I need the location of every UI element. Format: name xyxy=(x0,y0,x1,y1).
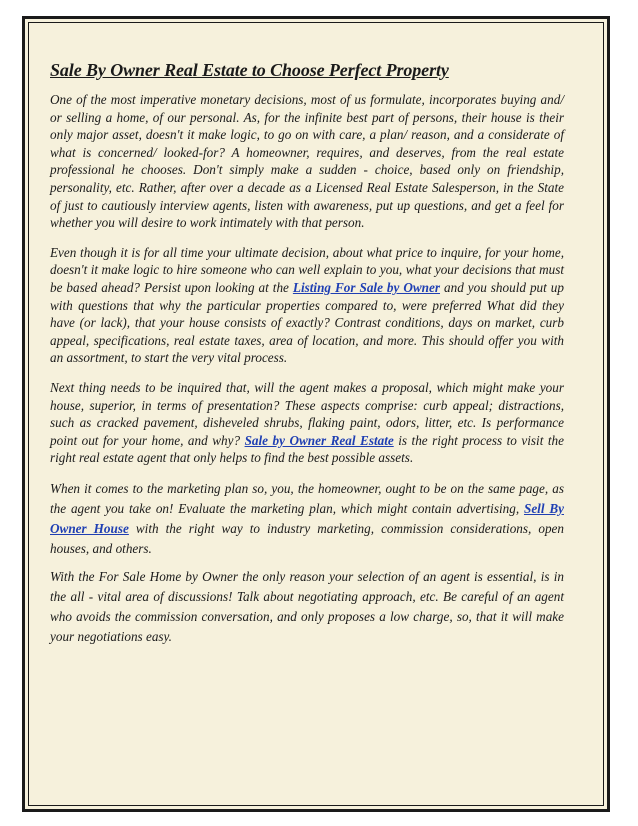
paragraph-2-text-a: Even though it is for all time your ultimate decision, about what price to inquire, for your home, doesn't it make logic to hire someone who can well explain to you, what your decisions that must be based ahead? Persist upon looking at the xyxy=(50,244,564,295)
paragraph-4 xyxy=(50,479,564,559)
document-title: Sale By Owner Real Estate to Choose Perfect Property xyxy=(50,60,449,80)
paragraph-3-text-a: Next thing needs to be inquired that, will the agent makes a proposal, which might make your house, superior, in terms of presentation? These aspects comprise: curb appeal; distractions, such as cracked pavement, disheveled shrubs, flaking paint, odors, litter, etc. Is performance point out for your home, and why? xyxy=(50,379,564,448)
paragraph-2-text-b: and you should put up with questions that why the particular properties compared to, were preferred What did they have (or lack), that your house consists of exactly? Contrast conditions, days on market, curb appeal, specifications, real estate taxes, area of location, and more. This should offer you with an assortment, to start the very vital process. xyxy=(50,279,564,366)
document-body xyxy=(50,60,564,655)
paragraph-3 xyxy=(50,379,564,467)
paragraph-2 xyxy=(50,244,564,367)
paragraph-4-text-a: When it comes to the marketing plan so, you, the homeowner, ought to be on the same page, as the agent you take on! Evaluate the marketing plan, which might contain advertising, xyxy=(50,480,564,516)
paragraph-1: One of the most imperative monetary decisions, most of us formulate, incorporates buying and/ or selling a home, of our personal. As, for the infinite best part of persons, their house is their only major asset, doesn't it make logic, to go on with care, a plan/ reason, and a considerate of what is concerned/ looked-for? A homeowner, requires, and deserves, from the real estate professional he chooses. Don't simply make a sudden - choice, based only on friendship, personality, etc. Rather, after over a decade as a Licensed Real Estate Salesperson, in the State of just to cautiously interview agents, listen with awareness, put up questions, and get a feel for whether you will desire to work intimately with that person. xyxy=(50,92,564,231)
sale-by-owner-real-estate-link[interactable]: Sale by Owner Real Estate xyxy=(244,432,394,448)
paragraph-4-text-b: with the right way to industry marketing, commission considerations, open houses, and others. xyxy=(50,520,564,556)
listing-for-sale-by-owner-link[interactable]: Listing For Sale by Owner xyxy=(292,279,441,295)
paragraph-5: With the For Sale Home by Owner the only reason your selection of an agent is essential, is in the all - vital area of discussions! Talk about negotiating approach, etc. Be careful of an agent who avoids the commission conversation, and only proposes a low charge, so, that it will make your negotiations easy. xyxy=(50,568,564,644)
sell-by-owner-house-link[interactable]: Sell By Owner House xyxy=(50,500,564,536)
paragraph-3-text-b: is the right process to visit the right real estate agent that only helps to find the best possible assets. xyxy=(50,432,564,466)
